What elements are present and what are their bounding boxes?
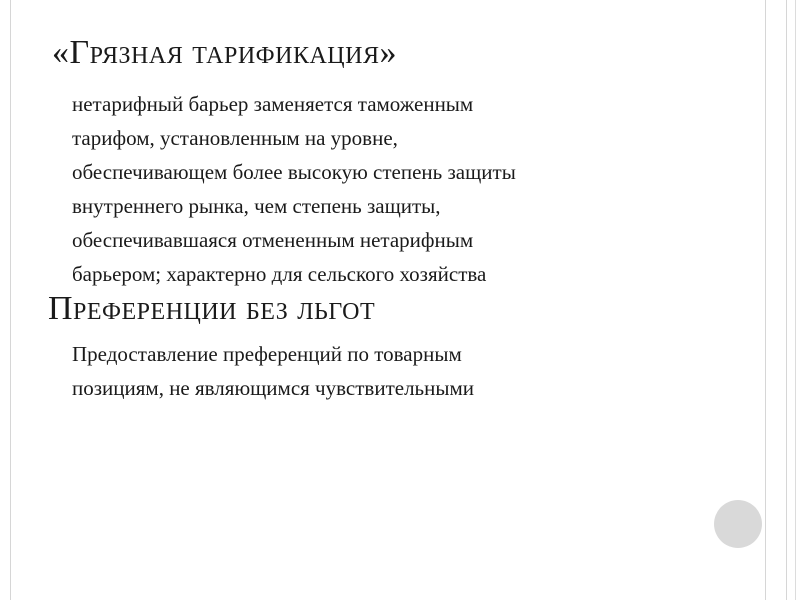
- section2-paragraph: [72, 337, 474, 405]
- section2-line: позициям, не являющимся чувствительными: [72, 376, 474, 400]
- left-frame-border: [0, 0, 11, 600]
- section1-line: барьером; характерно для сельского хозяйства: [72, 262, 487, 286]
- section1-line: нетарифный барьер заменяется таможенным: [72, 92, 474, 116]
- section1-paragraph: [72, 87, 516, 291]
- section1-heading: «Грязная тарификация»: [52, 34, 397, 71]
- section2-heading: Преференции без льгот: [48, 290, 376, 327]
- section1-line: тарифом, установленным на уровне,: [72, 126, 398, 150]
- decorative-circle: [714, 500, 762, 548]
- section1-line: обеспечивавшаяся отмененным нетарифным: [72, 228, 474, 252]
- right-frame-border: [765, 0, 787, 600]
- section2-line: Предоставление преференций по товарным: [72, 342, 462, 366]
- section1-line: обеспечивающем более высокую степень защиты: [72, 160, 516, 184]
- section1-line: внутреннего рынка, чем степень защиты,: [72, 194, 441, 218]
- right-edge-line: [795, 0, 800, 600]
